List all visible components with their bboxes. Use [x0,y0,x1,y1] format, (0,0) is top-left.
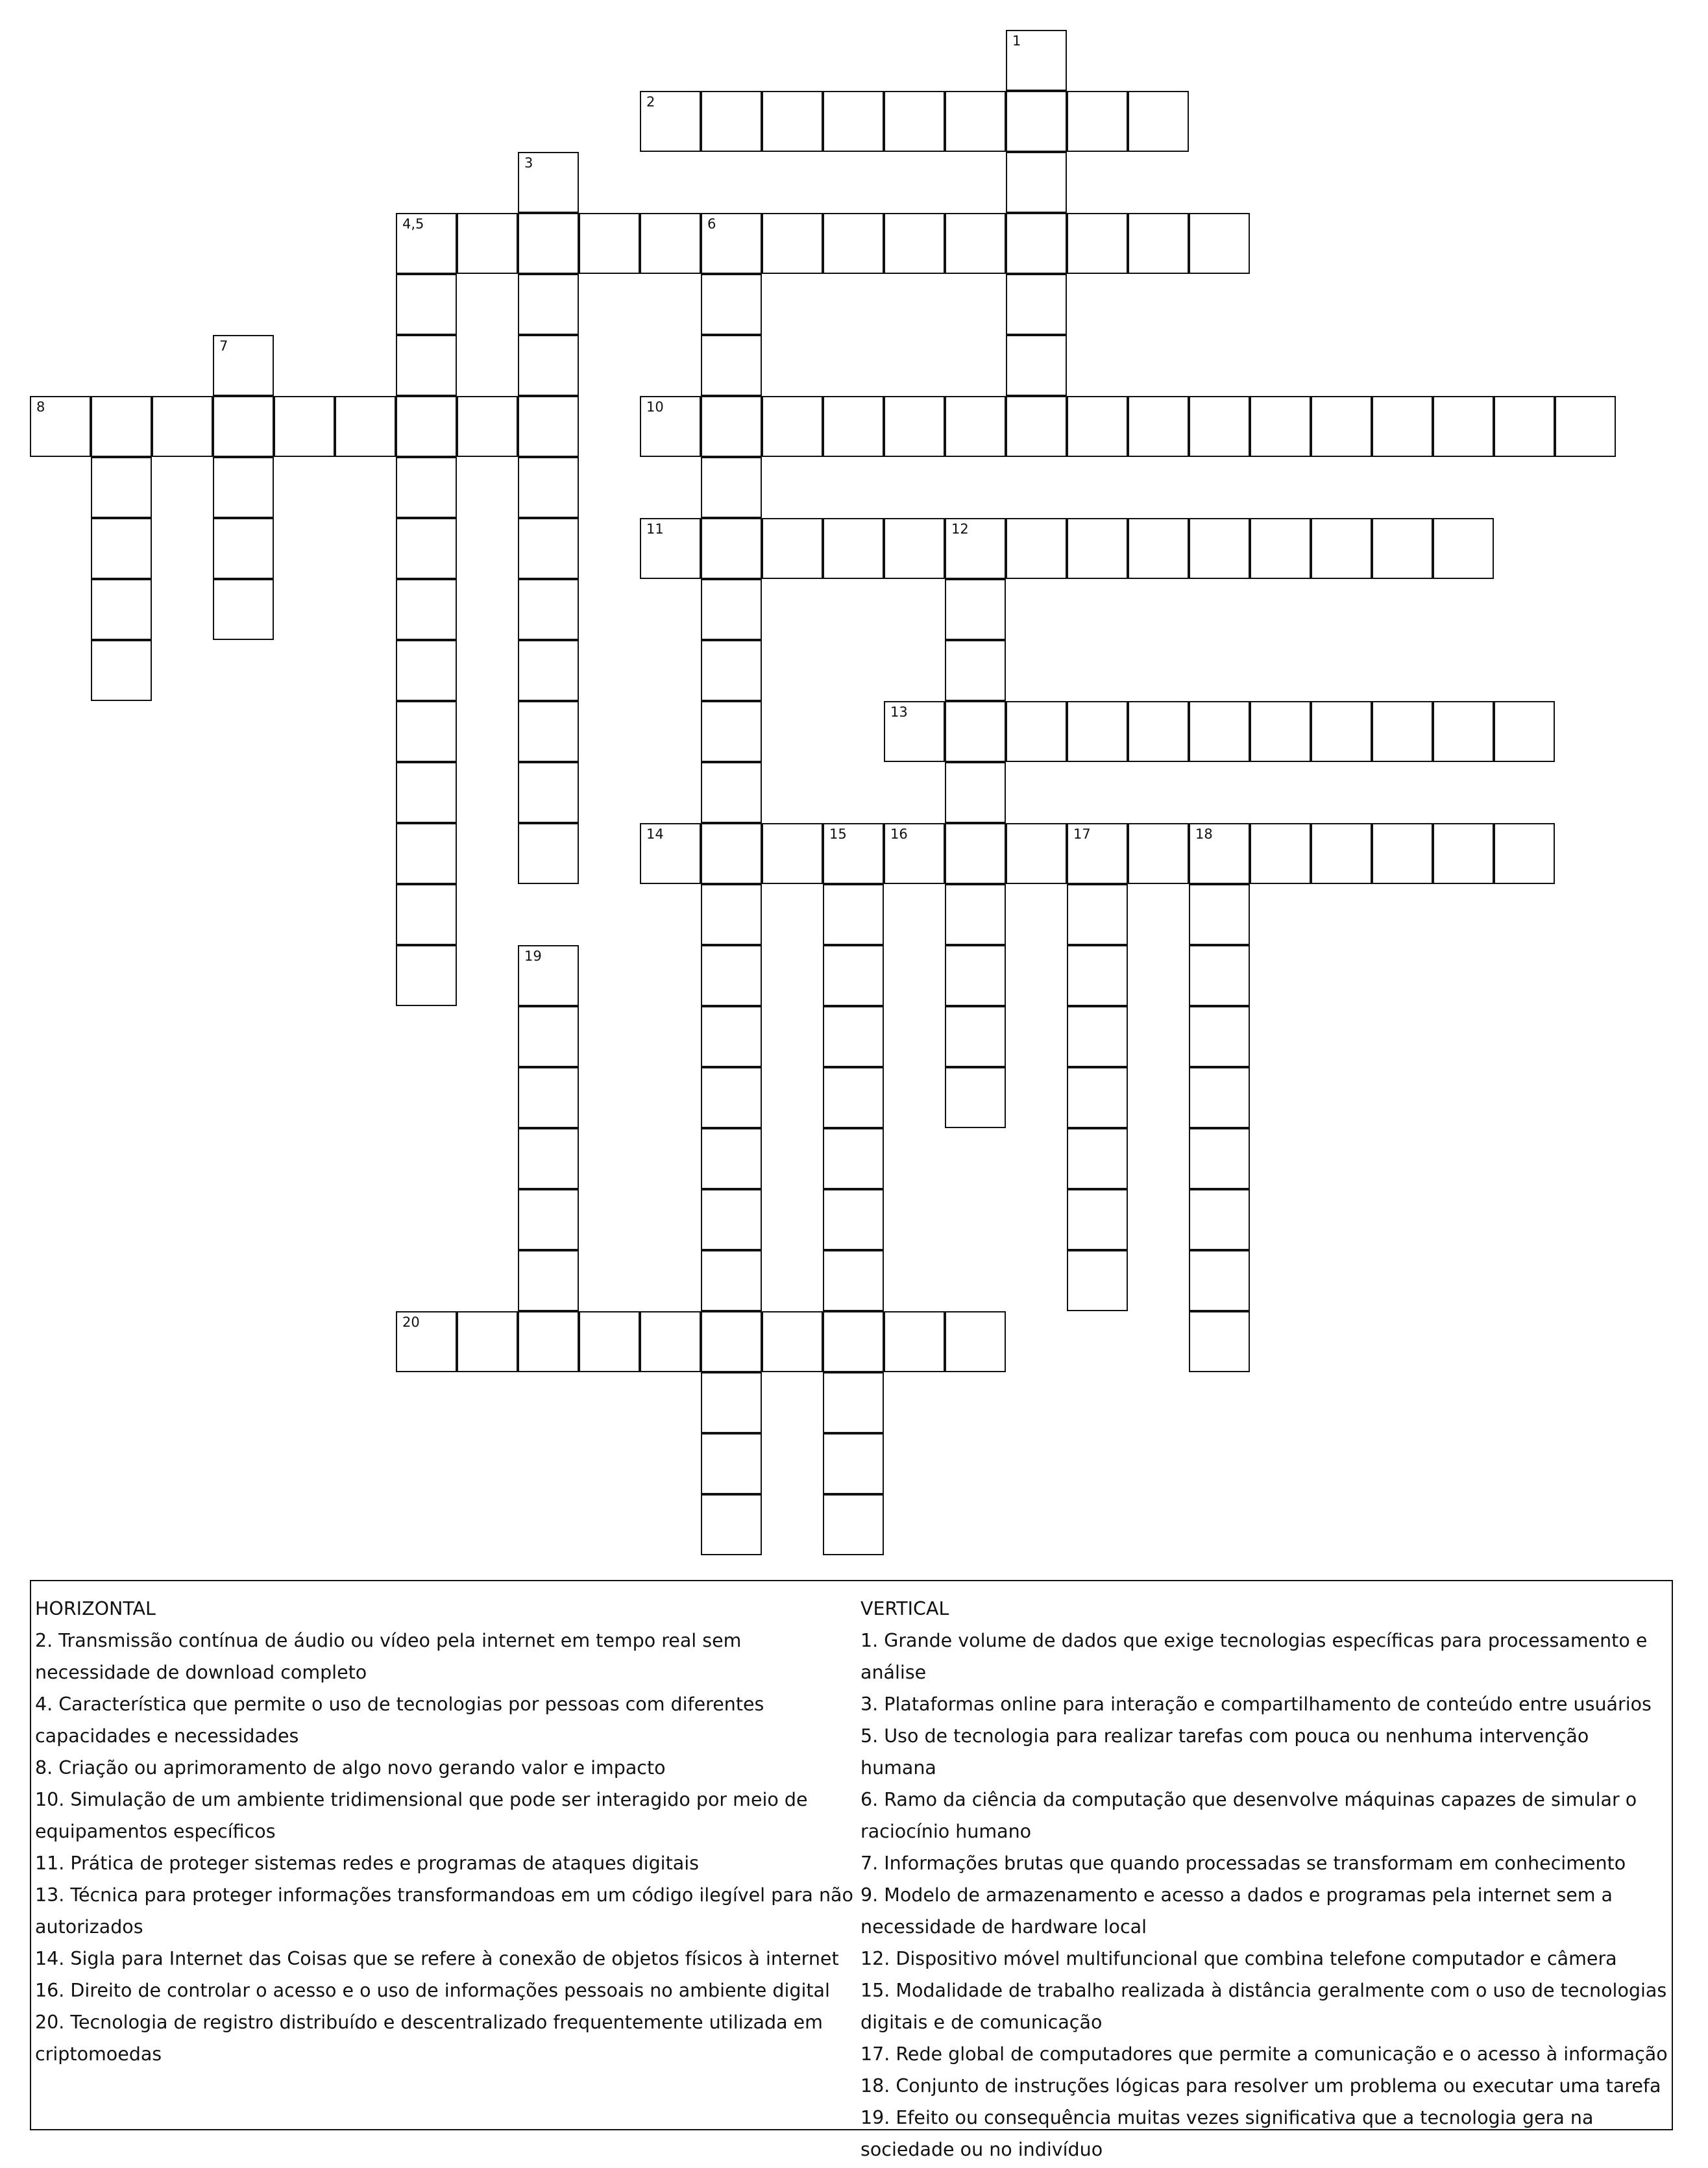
cell-number: 13 [890,704,908,720]
crossword-cell[interactable] [518,945,579,1006]
crossword-cell[interactable] [396,274,457,335]
crossword-cell[interactable] [701,213,762,274]
clue-horizontal: 8. Criação ou aprimoramento de algo novo gerando valor e impacto [35,1757,666,1779]
crossword-cell[interactable] [884,91,945,152]
crossword-cell[interactable] [1311,518,1372,579]
crossword-cell[interactable] [1006,213,1067,274]
crossword-cell[interactable] [701,335,762,396]
cell-number: 8 [36,399,45,415]
crossword-cell[interactable] [1067,518,1128,579]
cell-number: 11 [646,521,664,537]
crossword-cell[interactable] [823,1433,884,1494]
crossword-cell[interactable] [518,518,579,579]
cell-number: 7 [219,338,228,354]
crossword-cell[interactable] [1311,396,1372,457]
crossword-cell[interactable] [1006,152,1067,213]
crossword-cell[interactable] [518,640,579,701]
crossword-cell[interactable] [518,823,579,884]
crossword-cell[interactable] [1067,1189,1128,1250]
crossword-cell[interactable] [945,518,1006,579]
crossword-cell[interactable] [701,640,762,701]
crossword-cell[interactable] [518,762,579,823]
crossword-cell[interactable] [640,91,701,152]
crossword-cell[interactable] [1189,884,1250,945]
crossword-cell[interactable] [701,579,762,640]
crossword-cell[interactable] [1067,1250,1128,1311]
crossword-cell[interactable] [823,823,884,884]
crossword-cell[interactable] [1067,91,1128,152]
clue-vertical: 12. Dispositivo móvel multifuncional que combina telefone computador e câmera [860,1948,1617,1969]
crossword-cell[interactable] [1006,30,1067,91]
crossword-cell[interactable] [1494,823,1555,884]
crossword-cell[interactable] [518,579,579,640]
crossword-cell[interactable] [1189,1311,1250,1372]
cell-number: 17 [1073,826,1091,842]
crossword-cell[interactable] [701,884,762,945]
crossword-cell[interactable] [274,396,335,457]
crossword-cell[interactable] [396,640,457,701]
crossword-cell[interactable] [1189,1067,1250,1128]
crossword-cell[interactable] [1250,396,1311,457]
crossword-cell[interactable] [945,91,1006,152]
crossword-cell[interactable] [518,1250,579,1311]
crossword-cell[interactable] [396,701,457,762]
crossword-cell[interactable] [518,396,579,457]
crossword-cell[interactable] [1067,884,1128,945]
crossword-cell[interactable] [1067,396,1128,457]
crossword-cell[interactable] [518,1006,579,1067]
crossword-cell[interactable] [823,396,884,457]
crossword-cell[interactable] [1128,396,1189,457]
crossword-cell[interactable] [1067,213,1128,274]
cell-number: 14 [646,826,664,842]
crossword-cell[interactable] [701,518,762,579]
cell-number: 6 [707,216,716,232]
crossword-cell[interactable] [762,823,823,884]
crossword-cell[interactable] [1067,1067,1128,1128]
crossword-cell[interactable] [1494,396,1555,457]
crossword-cell[interactable] [1433,701,1494,762]
crossword-cell[interactable] [518,274,579,335]
crossword-cell[interactable] [91,579,152,640]
crossword-cell[interactable] [396,1311,457,1372]
crossword-cell[interactable] [1006,335,1067,396]
cell-number: 10 [646,399,664,415]
crossword-cell[interactable] [518,701,579,762]
crossword-cell[interactable] [91,457,152,518]
crossword-cell[interactable] [91,518,152,579]
cell-number: 12 [951,521,969,537]
crossword-cell[interactable] [701,1128,762,1189]
vertical-heading: VERTICAL [860,1598,949,1620]
crossword-cell[interactable] [640,213,701,274]
crossword-cell[interactable] [518,335,579,396]
crossword-cell[interactable] [518,152,579,213]
crossword-cell[interactable] [823,91,884,152]
crossword-cell[interactable] [396,945,457,1006]
clue-vertical: 5. Uso de tecnologia para realizar tarefas com pouca ou nenhuma intervenção humana [860,1725,1589,1779]
crossword-cell[interactable] [396,518,457,579]
clue-vertical: 1. Grande volume de dados que exige tecnologias específicas para processamento e análise [860,1630,1648,1683]
crossword-cell[interactable] [1128,518,1189,579]
crossword-cell[interactable] [1433,396,1494,457]
crossword-cell[interactable] [701,457,762,518]
crossword-cell[interactable] [640,823,701,884]
clue-box [30,1580,1673,2160]
crossword-cell[interactable] [884,518,945,579]
crossword-cell[interactable] [1189,1189,1250,1250]
crossword-cell[interactable] [1250,823,1311,884]
crossword-cell[interactable] [1128,91,1189,152]
crossword-cell[interactable] [396,884,457,945]
crossword-cell[interactable] [1006,396,1067,457]
crossword-cell[interactable] [884,823,945,884]
crossword-cell[interactable] [701,823,762,884]
crossword-cell[interactable] [945,579,1006,640]
crossword-cell[interactable] [701,762,762,823]
crossword-cell[interactable] [1250,518,1311,579]
crossword-cell[interactable] [1189,701,1250,762]
crossword-cell[interactable] [518,1128,579,1189]
crossword-cell[interactable] [701,1250,762,1311]
cell-number: 4,5 [402,216,424,232]
crossword-cell[interactable] [1189,396,1250,457]
crossword-cell[interactable] [1189,823,1250,884]
crossword-cell[interactable] [945,1067,1006,1128]
crossword-cell[interactable] [884,213,945,274]
crossword-cell[interactable] [579,213,640,274]
crossword-cell[interactable] [1189,945,1250,1006]
crossword-cell[interactable] [884,701,945,762]
crossword-cell[interactable] [518,1189,579,1250]
clue-horizontal: 14. Sigla para Internet das Coisas que se refere à conexão de objetos físicos à internet [35,1948,839,1969]
clue-vertical: 9. Modelo de armazenamento e acesso a dados e programas pela internet sem a necessidade de hardware local [860,1884,1613,1938]
cell-number: 2 [646,94,655,110]
crossword-cell[interactable] [945,762,1006,823]
crossword-cell[interactable] [945,1311,1006,1372]
crossword-cell[interactable] [457,1311,518,1372]
crossword-cell[interactable] [823,1494,884,1555]
crossword-cell[interactable] [640,518,701,579]
crossword-cell[interactable] [152,396,213,457]
crossword-cell[interactable] [823,1311,884,1372]
crossword-cell[interactable] [91,640,152,701]
crossword-cell[interactable] [823,213,884,274]
crossword-cell[interactable] [701,1494,762,1555]
crossword-cell[interactable] [457,213,518,274]
crossword-cell[interactable] [823,884,884,945]
crossword-cell[interactable] [701,396,762,457]
crossword-cell[interactable] [1006,274,1067,335]
crossword-cell[interactable] [1128,213,1189,274]
cell-number: 15 [829,826,847,842]
crossword-cell[interactable] [1189,1006,1250,1067]
crossword-cell[interactable] [945,396,1006,457]
crossword-cell[interactable] [823,1006,884,1067]
crossword-cell[interactable] [823,1372,884,1433]
crossword-cell[interactable] [640,396,701,457]
crossword-cell[interactable] [1006,701,1067,762]
horizontal-heading: HORIZONTAL [35,1598,156,1620]
crossword-cell[interactable] [1006,91,1067,152]
crossword-cell[interactable] [1555,396,1616,457]
crossword-cell[interactable] [945,701,1006,762]
crossword-cell[interactable] [213,518,274,579]
crossword-cell[interactable] [213,335,274,396]
crossword-cell[interactable] [1006,518,1067,579]
crossword-cell[interactable] [1128,823,1189,884]
crossword-cell[interactable] [213,396,274,457]
crossword-cell[interactable] [396,457,457,518]
crossword-cell[interactable] [884,396,945,457]
crossword-cell[interactable] [945,884,1006,945]
crossword-cell[interactable] [1372,823,1433,884]
crossword-cell[interactable] [579,1311,640,1372]
crossword-cell[interactable] [1372,396,1433,457]
crossword-cell[interactable] [1189,1128,1250,1189]
clue-horizontal: 16. Direito de controlar o acesso e o uso de informações pessoais no ambiente digital [35,1980,830,2001]
crossword-cell[interactable] [1189,213,1250,274]
crossword-cell[interactable] [1433,518,1494,579]
crossword-cell[interactable] [213,579,274,640]
crossword-cell[interactable] [1189,518,1250,579]
crossword-cell[interactable] [701,1006,762,1067]
clue-horizontal: 20. Tecnologia de registro distribuído e descentralizado frequentemente utilizada em criptomoedas [35,2012,823,2065]
crossword-cell[interactable] [884,1311,945,1372]
clue-vertical: 3. Plataformas online para interação e compartilhamento de conteúdo entre usuários [860,1694,1652,1715]
crossword-cell[interactable] [1311,823,1372,884]
clue-horizontal: 4. Característica que permite o uso de tecnologias por pessoas com diferentes capacidades e necessidades [35,1694,764,1747]
clue-vertical: 15. Modalidade de trabalho realizada à distância geralmente com o uso de tecnologias digitais e de comunicação [860,1980,1667,2033]
crossword-cell[interactable] [701,945,762,1006]
clue-vertical: 6. Ramo da ciência da computação que desenvolve máquinas capazes de simular o raciocínio humano [860,1789,1637,1842]
crossword-cell[interactable] [1006,823,1067,884]
crossword-cell[interactable] [518,1067,579,1128]
crossword-cell[interactable] [640,1311,701,1372]
crossword-cell[interactable] [1067,1006,1128,1067]
crossword-cell[interactable] [823,1067,884,1128]
crossword-cell[interactable] [1067,945,1128,1006]
vertical-clues [860,1593,1670,2165]
crossword-cell[interactable] [335,396,396,457]
crossword-cell[interactable] [396,335,457,396]
cell-number: 16 [890,826,908,842]
crossword-cell[interactable] [823,1128,884,1189]
clue-horizontal: 13. Técnica para proteger informações transformandoas em um código ilegível para não autorizados [35,1884,853,1938]
crossword-cell[interactable] [701,1433,762,1494]
crossword-cell[interactable] [823,518,884,579]
crossword-cell[interactable] [1311,701,1372,762]
crossword-cell[interactable] [701,1311,762,1372]
cell-number: 3 [524,155,533,171]
horizontal-clues [35,1593,859,2070]
clue-horizontal: 11. Prática de proteger sistemas redes e programas de ataques digitais [35,1853,699,1874]
clue-horizontal: 2. Transmissão contínua de áudio ou vídeo pela internet em tempo real sem necessidade de download completo [35,1630,742,1683]
clue-vertical: 18. Conjunto de instruções lógicas para resolver um problema ou executar uma tarefa [860,2075,1661,2097]
crossword-cell[interactable] [30,396,91,457]
cell-number: 19 [524,948,542,964]
crossword-cell[interactable] [701,701,762,762]
crossword-cell[interactable] [823,945,884,1006]
clue-vertical: 17. Rede global de computadores que permite a comunicação e o acesso à informação [860,2043,1668,2065]
crossword-cell[interactable] [91,396,152,457]
crossword-cell[interactable] [701,91,762,152]
crossword-cell[interactable] [396,823,457,884]
cell-number: 20 [402,1314,420,1330]
crossword-cell[interactable] [1128,701,1189,762]
crossword-cell[interactable] [1433,823,1494,884]
crossword-cell[interactable] [762,91,823,152]
crossword-cell[interactable] [762,1311,823,1372]
crossword-cell[interactable] [823,1189,884,1250]
crossword-cell[interactable] [213,457,274,518]
crossword-cell[interactable] [701,1372,762,1433]
clue-horizontal: 10. Simulação de um ambiente tridimensional que pode ser interagido por meio de equipamentos específicos [35,1789,808,1842]
crossword-cell[interactable] [457,396,518,457]
crossword-cell[interactable] [945,213,1006,274]
cell-number: 1 [1012,33,1021,49]
crossword-cell[interactable] [945,945,1006,1006]
crossword-cell[interactable] [1067,823,1128,884]
crossword-cell[interactable] [762,396,823,457]
crossword-cell[interactable] [396,579,457,640]
crossword-cell[interactable] [518,457,579,518]
crossword-cell[interactable] [396,396,457,457]
crossword-cell[interactable] [518,1311,579,1372]
crossword-cell[interactable] [1372,518,1433,579]
crossword-cell[interactable] [1250,701,1311,762]
crossword-cell[interactable] [945,1006,1006,1067]
crossword-cell[interactable] [1494,701,1555,762]
crossword-cell[interactable] [701,274,762,335]
crossword-cell[interactable] [1067,1128,1128,1189]
crossword-cell[interactable] [823,1250,884,1311]
cell-number: 18 [1195,826,1213,842]
crossword-cell[interactable] [1067,701,1128,762]
crossword-cell[interactable] [518,213,579,274]
crossword-cell[interactable] [1189,1250,1250,1311]
clue-vertical: 7. Informações brutas que quando processadas se transformam em conhecimento [860,1853,1626,1874]
crossword-cell[interactable] [701,1189,762,1250]
crossword-cell[interactable] [762,518,823,579]
crossword-cell[interactable] [945,640,1006,701]
crossword-cell[interactable] [396,762,457,823]
clue-vertical: 19. Efeito ou consequência muitas vezes significativa que a tecnologia gera na sociedade ou no indivíduo [860,2107,1594,2160]
crossword-cell[interactable] [1372,701,1433,762]
crossword-cell[interactable] [396,213,457,274]
crossword-cell[interactable] [701,1067,762,1128]
crossword-cell[interactable] [945,823,1006,884]
crossword-cell[interactable] [762,213,823,274]
